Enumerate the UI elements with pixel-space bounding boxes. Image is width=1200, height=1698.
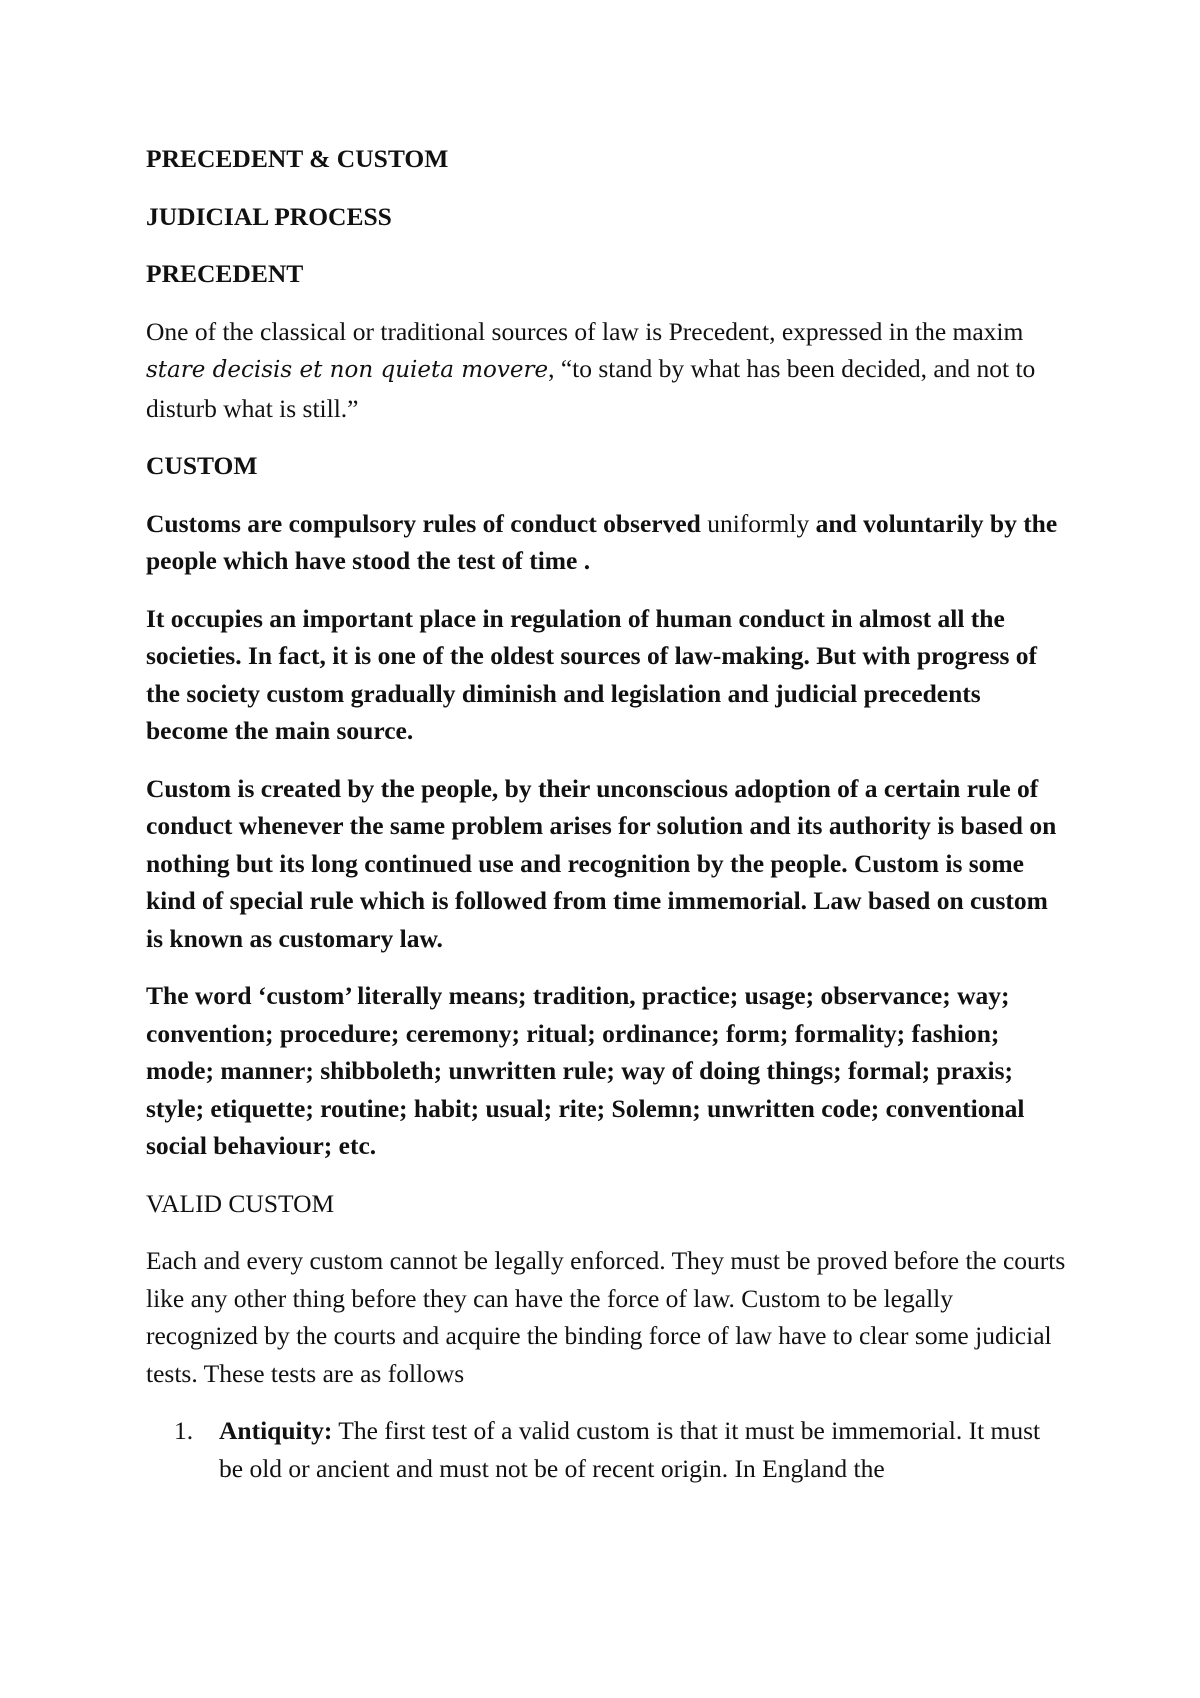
judicial-process-heading: JUDICIAL PROCESS <box>146 201 392 231</box>
precedent-text-after: , “to stand by what has been decided, and not to disturb what is still.” <box>146 354 1036 423</box>
list-item <box>146 1412 1066 1487</box>
precedent-heading: PRECEDENT <box>146 259 304 288</box>
valid-custom-heading: VALID CUSTOM <box>146 1188 335 1218</box>
list-item-text: The first test of a valid custom is that it must be immemorial. It must be old or ancient and must not be of recent origin. In England the <box>219 1416 1041 1483</box>
custom-importance-paragraph: It occupies an important place in regulation of human conduct in almost all the societies. In fact, it is one of the oldest sources of law-making. But with progress of the society custom gradually diminish and legislation and judicial precedents become the main source. <box>146 603 1038 745</box>
custom-creation-paragraph: Custom is created by the people, by their unconscious adoption of a certain rule of conduct whenever the same problem arises for solution and its authority is based on nothing but its long continued use and recognition by the people. Custom is some kind of special rule which is followed from time immemorial. Law based on custom is known as customary law. <box>146 773 1057 953</box>
custom-def-part1: Customs are compulsory rules of conduct observed <box>146 508 701 538</box>
custom-def-part3: and voluntarily by the people which have stood the test of time . <box>146 508 1058 575</box>
list-item-label: Antiquity: <box>219 1416 333 1445</box>
precedent-paragraph <box>146 313 1066 428</box>
precedent-text-before: One of the classical or traditional sources of law is Precedent, expressed in the maxim <box>146 316 1024 346</box>
valid-custom-paragraph: Each and every custom cannot be legally enforced. They must be proved before the courts like any other thing before they can have the force of law. Custom to be legally recognized by the courts and acquire the binding force of law have to clear some judicial tests. These tests are as follows <box>146 1246 1066 1388</box>
tests-list <box>146 1412 1066 1487</box>
latin-maxim: stare decisis et non quieta movere <box>146 357 549 383</box>
main-heading: PRECEDENT & CUSTOM <box>146 144 449 173</box>
list-item-number: 1. <box>174 1416 194 1445</box>
custom-meaning-paragraph: The word ‘custom’ literally means; tradition, practice; usage; observance; way; convention; procedure; ceremony; ritual; ordinance; form; formality; fashion; mode; manner; shibboleth; unwritten rule; way of doing things; formal; praxis; style; etiquette; routine; habit; usual; rite; Solemn; unwritten code; conventional social behaviour; etc. <box>146 981 1025 1160</box>
custom-heading: CUSTOM <box>146 451 258 480</box>
custom-def-part2: uniformly <box>700 508 816 538</box>
custom-definition-paragraph <box>146 505 1066 580</box>
document-body <box>146 140 1066 1487</box>
